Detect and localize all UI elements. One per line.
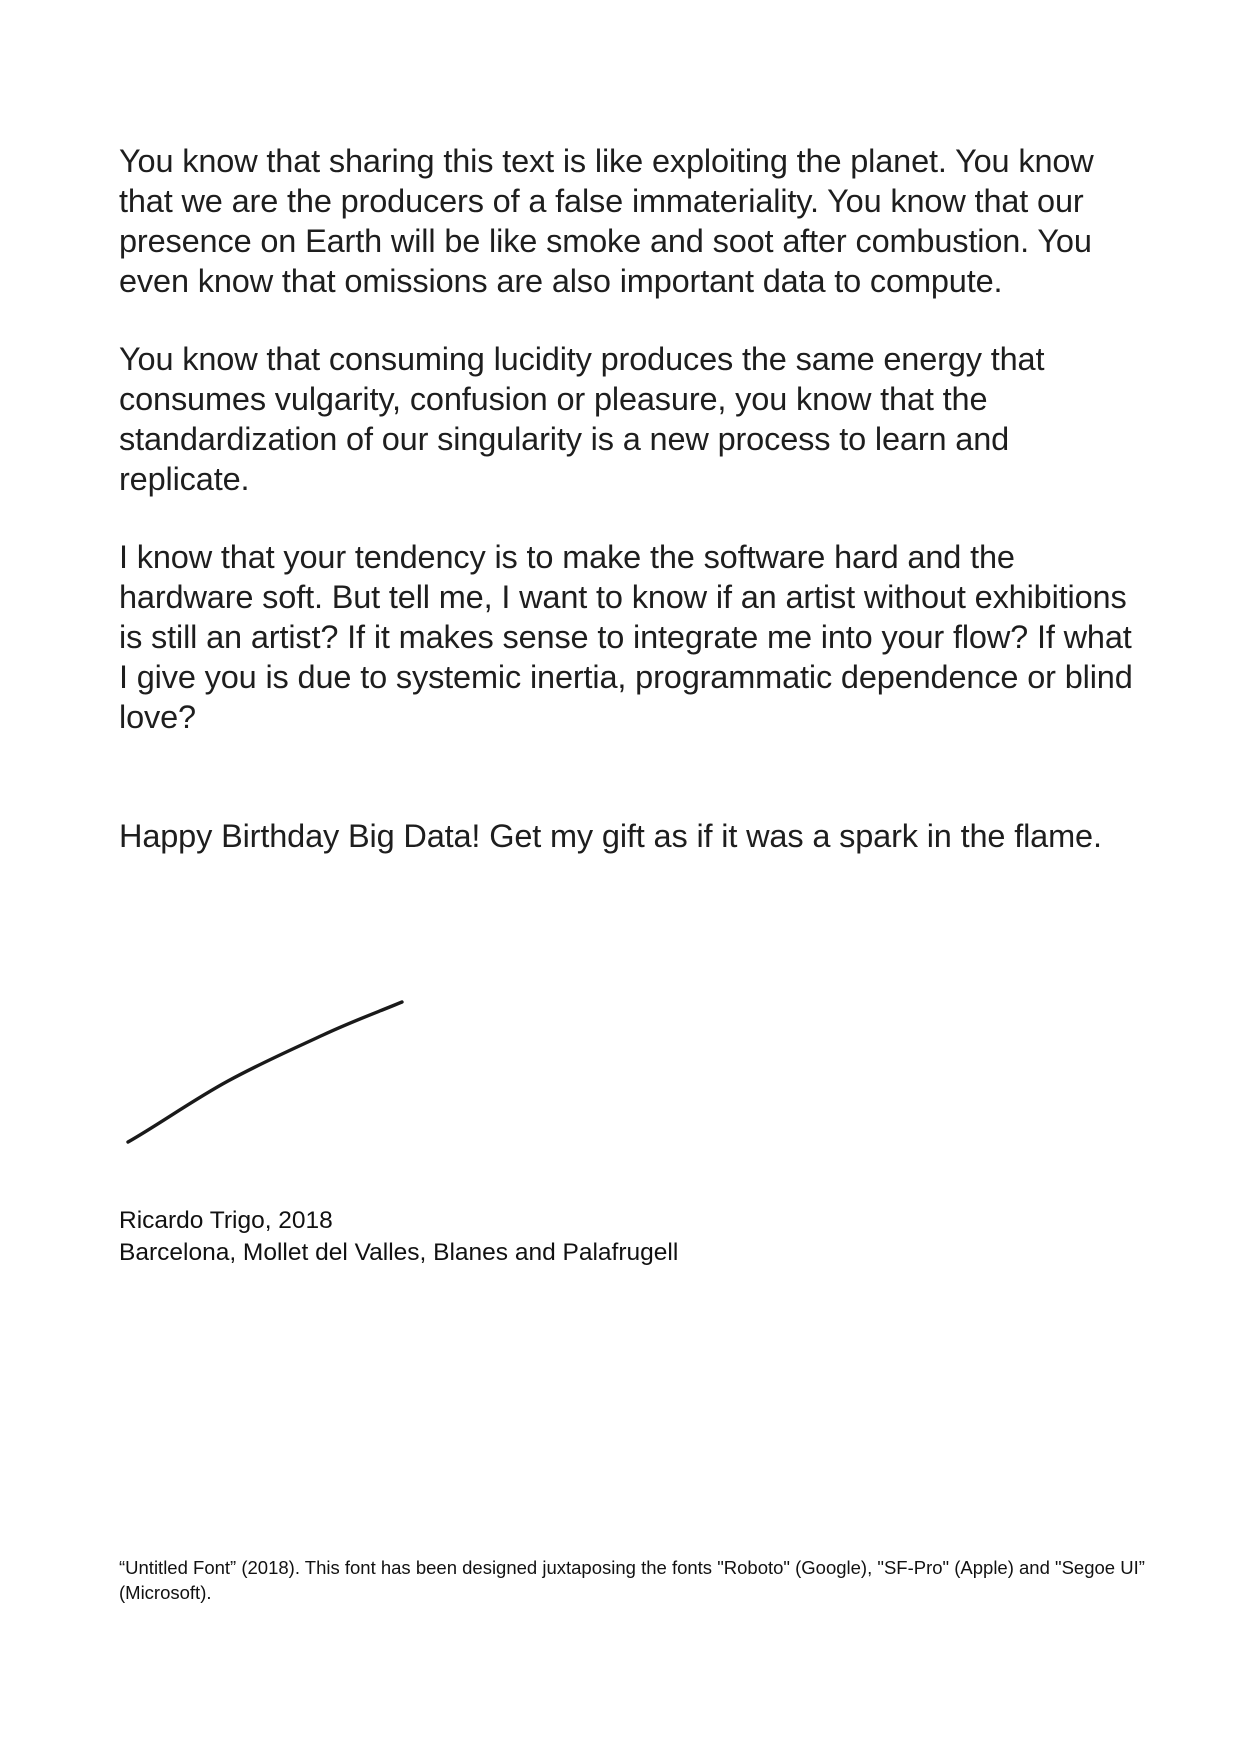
paragraph-2: You know that consuming lucidity produces the same energy that consumes vulgarity, confusion or pleasure, you know that the standardization of our singularity is a new process to learn and replicate. — [119, 341, 1045, 497]
font-footnote: “Untitled Font” (2018). This font has been designed juxtaposing the fonts "Roboto" (Google), "SF-Pro" (Apple) and "Segoe UI” (Microsoft). — [119, 1557, 1145, 1603]
paragraph-1: You know that sharing this text is like exploiting the planet. You know that we are the producers of a false immateriality. You know that our presence on Earth will be like smoke and soot after combustion. You even know that omissions are also important data to compute. — [119, 143, 1094, 299]
author-name-year: Ricardo Trigo, 2018 — [119, 1207, 333, 1234]
author-block — [119, 1205, 1019, 1269]
paragraph-3: I know that your tendency is to make the software hard and the hardware soft. But tell me, I want to know if an artist without exhibitions is still an artist? If it makes sense to integrate me into your flow? If what I give you is due to systemic inertia, programmatic dependence or blind love? — [119, 539, 1133, 735]
letter-body — [119, 141, 1139, 775]
author-places: Barcelona, Mollet del Valles, Blanes and Palafrugell — [119, 1239, 679, 1266]
signature — [118, 985, 418, 1155]
paragraph-closing: Happy Birthday Big Data! Get my gift as if it was a spark in the flame. — [119, 818, 1102, 854]
